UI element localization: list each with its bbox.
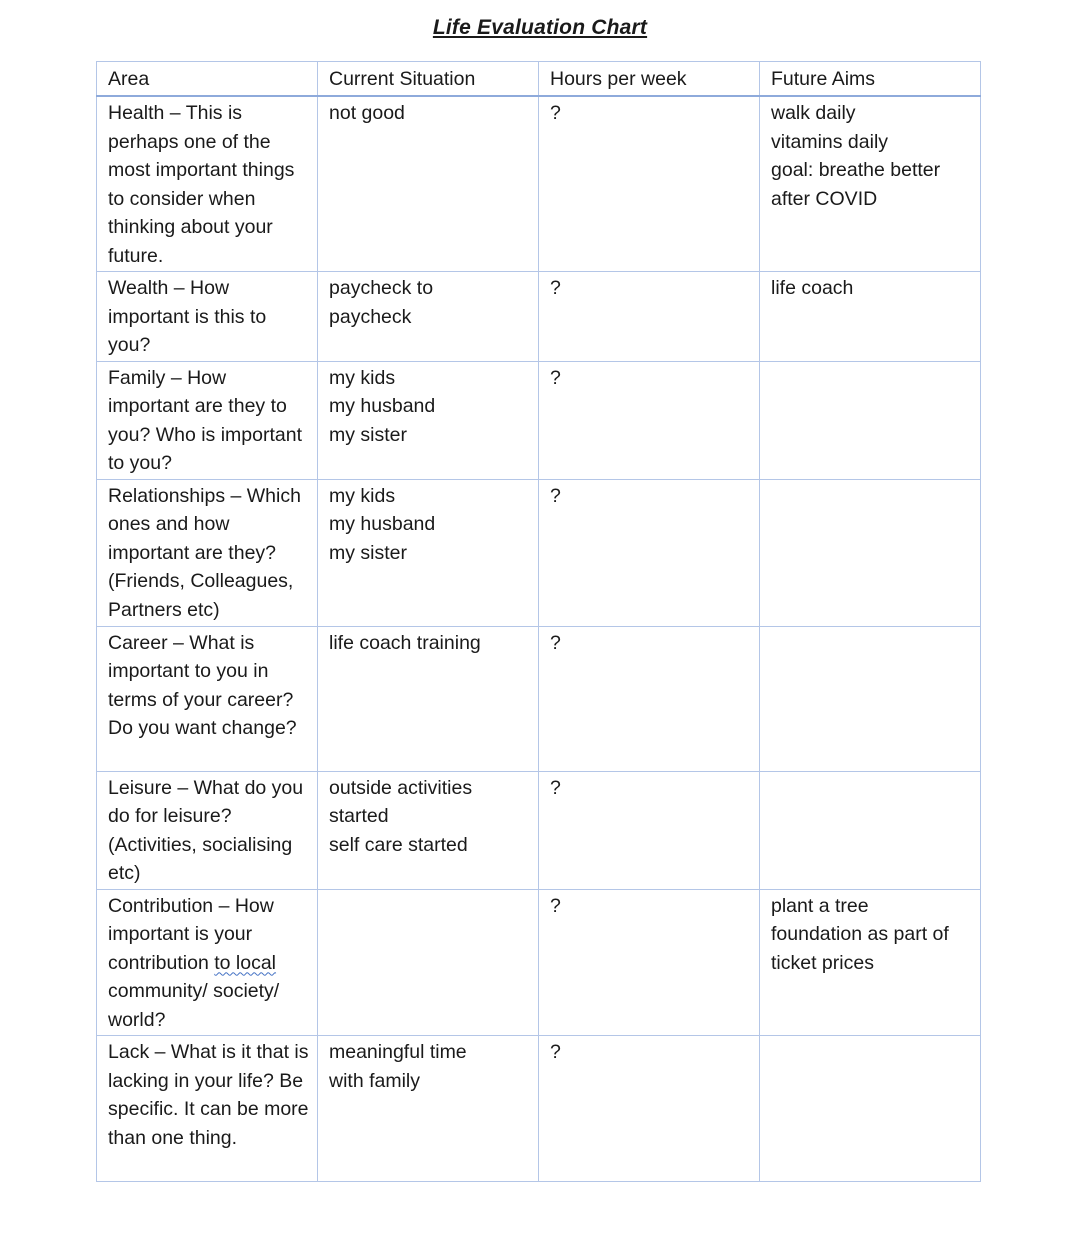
aim-line: after COVID <box>771 187 878 210</box>
table-row-contribution <box>97 889 981 1036</box>
hours-cell: ? <box>539 889 760 1036</box>
current-situation-cell <box>318 272 539 362</box>
current-line: not good <box>329 102 405 124</box>
document-title: Life Evaluation Chart <box>432 16 648 39</box>
header-hours-per-week: Hours per week <box>539 62 760 97</box>
table-row-health <box>97 96 981 272</box>
hours-cell: ? <box>539 479 760 626</box>
current-line: with family <box>329 1069 421 1092</box>
aim-line: plant a tree <box>771 894 869 917</box>
area-text-start: Contribution – How important is your contribution <box>108 894 274 974</box>
area-text: Lack – What is it that is lacking in your life? Be specific. It can be more than one thing. <box>108 1041 309 1149</box>
header-current-situation: Current Situation <box>318 62 539 97</box>
hours-cell: ? <box>539 1036 760 1182</box>
aim-line: walk daily <box>771 102 856 124</box>
current-line: my sister <box>329 423 407 446</box>
future-aims-cell <box>760 1036 981 1182</box>
aim-line: vitamins daily <box>771 130 889 153</box>
hours-cell: ? <box>539 626 760 771</box>
current-line: my husband <box>329 395 436 417</box>
current-line: paycheck <box>329 305 412 328</box>
area-cell <box>97 1036 318 1182</box>
area-text: Health – This is perhaps one of the most important things to consider when thinking about your future. <box>108 102 295 267</box>
current-line: started <box>329 805 389 827</box>
area-text: Leisure – What do you do for leisure? (Activities, socialising etc) <box>108 776 304 884</box>
table-row-leisure <box>97 771 981 889</box>
table-row-career <box>97 626 981 771</box>
future-aims-cell <box>760 361 981 479</box>
current-situation-cell <box>318 96 539 272</box>
current-situation-cell <box>318 771 539 889</box>
current-situation-cell <box>318 1036 539 1182</box>
aim-line: foundation as part of <box>771 923 949 945</box>
current-line: my kids <box>329 366 396 389</box>
area-cell <box>97 361 318 479</box>
table-row-family <box>97 361 981 479</box>
area-cell <box>97 479 318 626</box>
spellcheck-underlined-text: to local <box>214 951 277 974</box>
current-line: life coach training <box>329 631 481 654</box>
future-aims-cell <box>760 889 981 1036</box>
current-line: meaningful time <box>329 1041 467 1063</box>
area-text <box>108 892 311 1035</box>
aim-line: goal: breathe better <box>771 159 941 181</box>
area-text: Wealth – How important is this to you? <box>108 277 267 356</box>
future-aims-cell <box>760 626 981 771</box>
future-aims-cell <box>760 479 981 626</box>
current-line: self care started <box>329 833 468 856</box>
area-cell <box>97 626 318 771</box>
area-cell <box>97 96 318 272</box>
area-text: Career – What is important to you in terms of your career? Do you want change? <box>108 631 297 739</box>
current-situation-cell <box>318 361 539 479</box>
table-row-relationships <box>97 479 981 626</box>
hours-cell: ? <box>539 361 760 479</box>
area-cell <box>97 771 318 889</box>
current-line: my husband <box>329 513 436 535</box>
area-text: Family – How important are they to you? Who is important to you? <box>108 366 303 474</box>
area-text: Relationships – Which ones and how important are they? (Friends, Colleagues, Partners etc) <box>108 484 301 621</box>
aim-line: ticket prices <box>771 951 874 974</box>
area-cell <box>97 272 318 362</box>
current-line: my sister <box>329 541 407 564</box>
future-aims-cell <box>760 272 981 362</box>
future-aims-cell <box>760 771 981 889</box>
hours-cell: ? <box>539 272 760 362</box>
current-line: outside activities <box>329 776 473 799</box>
header-future-aims: Future Aims <box>760 62 981 97</box>
current-situation-cell <box>318 626 539 771</box>
header-row <box>97 62 981 97</box>
future-aims-cell <box>760 96 981 272</box>
area-cell <box>97 889 318 1036</box>
header-area: Area <box>97 62 318 97</box>
area-text-end: community/ society/ world? <box>108 980 280 1031</box>
hours-cell: ? <box>539 771 760 889</box>
table-row-lack <box>97 1036 981 1182</box>
aim-line: life coach <box>771 277 854 299</box>
current-situation-cell <box>318 479 539 626</box>
current-line: paycheck to <box>329 277 434 299</box>
table-row-wealth <box>97 272 981 362</box>
current-situation-cell <box>318 889 539 1036</box>
hours-cell: ? <box>539 96 760 272</box>
life-evaluation-table <box>96 61 981 1182</box>
current-line: my kids <box>329 484 396 507</box>
